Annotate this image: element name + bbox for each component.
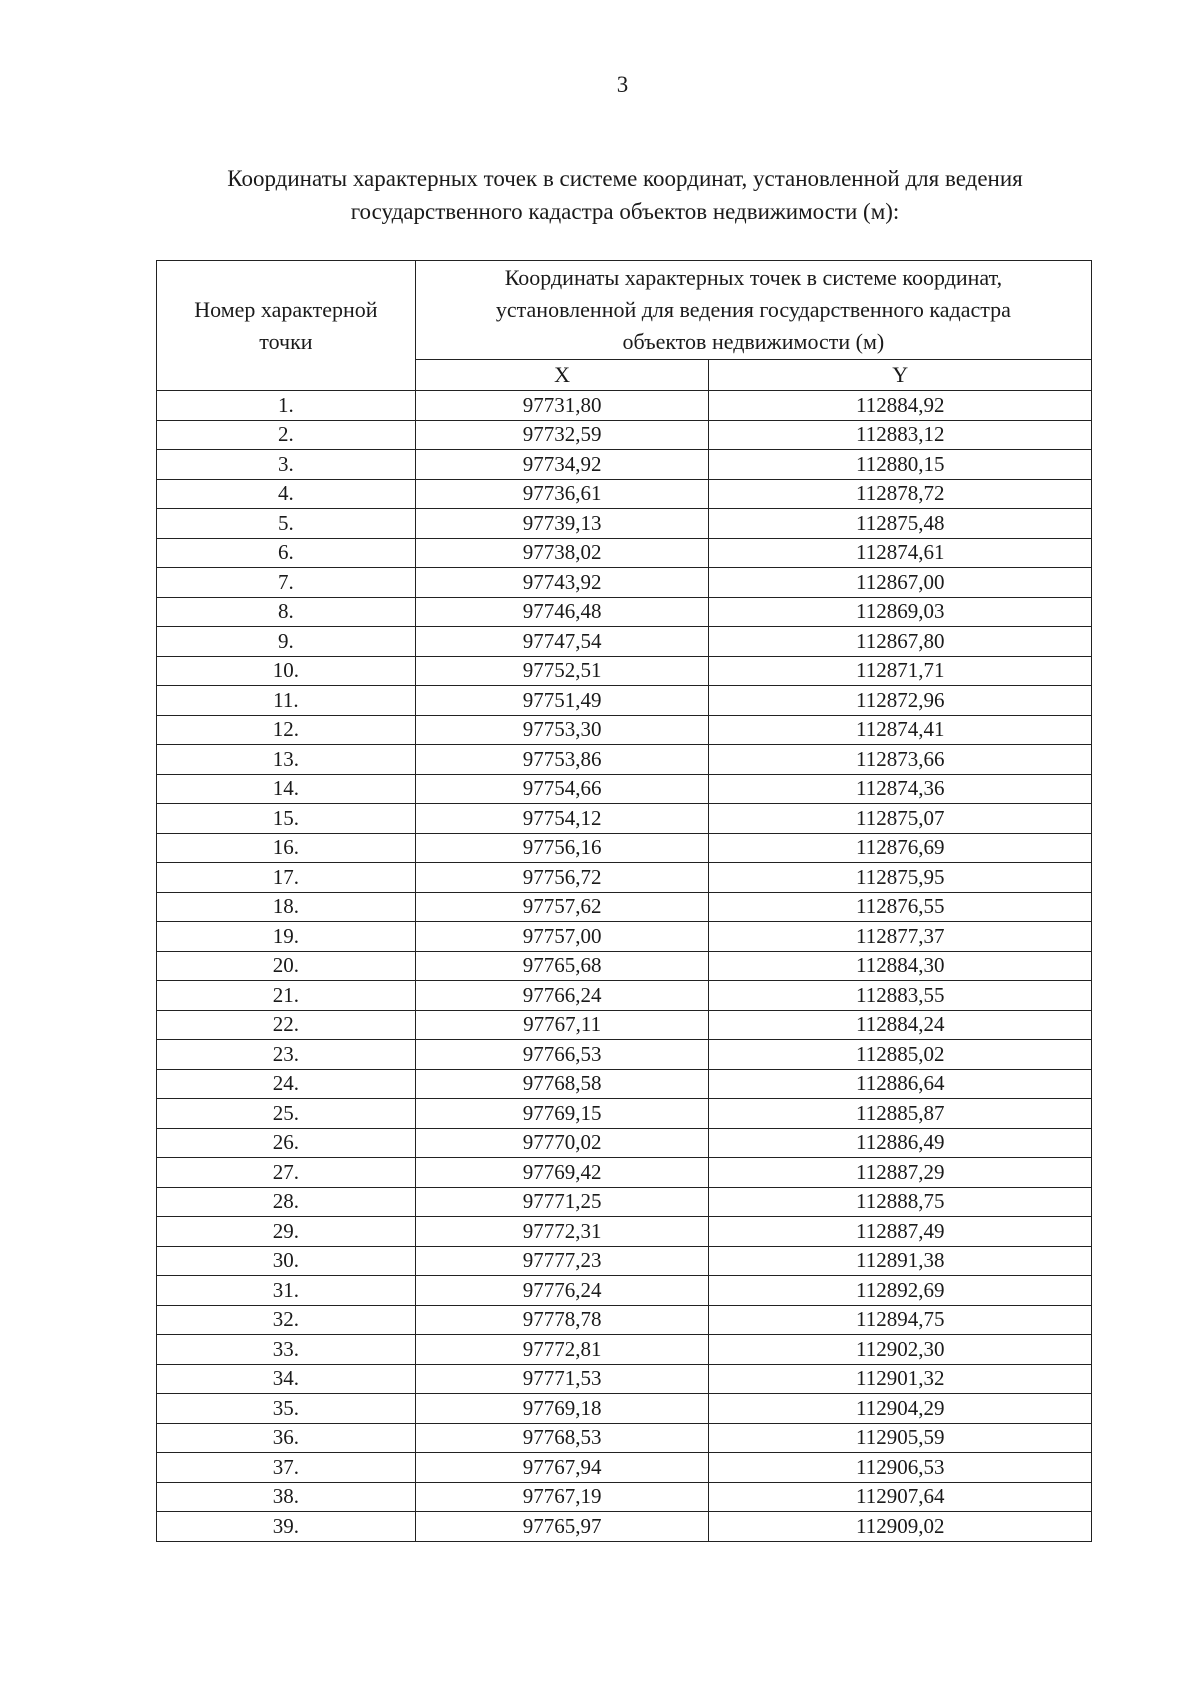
point-number-cell: 18. [157, 892, 416, 922]
y-coordinate-cell: 112875,95 [709, 863, 1092, 893]
y-coordinate-cell: 112907,64 [709, 1482, 1092, 1512]
header-x: X [415, 360, 709, 391]
table-row [157, 1276, 1092, 1306]
point-number-cell: 7. [157, 568, 416, 598]
point-number-cell: 5. [157, 509, 416, 539]
table-row [157, 1423, 1092, 1453]
coordinates-table [156, 260, 1092, 1542]
point-number-cell: 17. [157, 863, 416, 893]
table-row [157, 1099, 1092, 1129]
y-coordinate-cell: 112909,02 [709, 1512, 1092, 1542]
point-number-cell: 24. [157, 1069, 416, 1099]
header-y: Y [709, 360, 1092, 391]
x-coordinate-cell: 97752,51 [415, 656, 709, 686]
x-coordinate-cell: 97769,42 [415, 1158, 709, 1188]
y-coordinate-cell: 112877,37 [709, 922, 1092, 952]
point-number-cell: 22. [157, 1010, 416, 1040]
header-point-number-line-2: точки [259, 328, 313, 354]
point-number-cell: 1. [157, 391, 416, 421]
x-coordinate-cell: 97734,92 [415, 450, 709, 480]
x-coordinate-cell: 97738,02 [415, 538, 709, 568]
table-row [157, 804, 1092, 834]
document-title-line-2: государственного кадастра объектов недвижимости (м): [350, 199, 900, 224]
x-coordinate-cell: 97772,81 [415, 1335, 709, 1365]
x-coordinate-cell: 97731,80 [415, 391, 709, 421]
table-row [157, 627, 1092, 657]
x-coordinate-cell: 97767,19 [415, 1482, 709, 1512]
y-coordinate-cell: 112871,71 [709, 656, 1092, 686]
y-coordinate-cell: 112867,80 [709, 627, 1092, 657]
table-row [157, 1010, 1092, 1040]
y-coordinate-cell: 112874,61 [709, 538, 1092, 568]
x-coordinate-cell: 97753,86 [415, 745, 709, 775]
x-coordinate-cell: 97757,62 [415, 892, 709, 922]
x-coordinate-cell: 97771,25 [415, 1187, 709, 1217]
point-number-cell: 26. [157, 1128, 416, 1158]
table-row [157, 686, 1092, 716]
y-coordinate-cell: 112892,69 [709, 1276, 1092, 1306]
table-row [157, 1482, 1092, 1512]
table-row [157, 420, 1092, 450]
table-row [157, 1217, 1092, 1247]
x-coordinate-cell: 97743,92 [415, 568, 709, 598]
x-coordinate-cell: 97770,02 [415, 1128, 709, 1158]
point-number-cell: 38. [157, 1482, 416, 1512]
y-coordinate-cell: 112873,66 [709, 745, 1092, 775]
header-coordinates-line-3: объектов недвижимости (м) [622, 329, 885, 354]
point-number-cell: 23. [157, 1040, 416, 1070]
header-coordinates-line-2: установленной для ведения государственного кадастра [495, 297, 1011, 322]
x-coordinate-cell: 97747,54 [415, 627, 709, 657]
y-coordinate-cell: 112902,30 [709, 1335, 1092, 1365]
table-row [157, 833, 1092, 863]
table-row [157, 1128, 1092, 1158]
point-number-cell: 10. [157, 656, 416, 686]
y-coordinate-cell: 112894,75 [709, 1305, 1092, 1335]
y-coordinate-cell: 112887,29 [709, 1158, 1092, 1188]
table-row [157, 981, 1092, 1011]
y-coordinate-cell: 112884,30 [709, 951, 1092, 981]
y-coordinate-cell: 112891,38 [709, 1246, 1092, 1276]
table-row [157, 391, 1092, 421]
table-row [157, 656, 1092, 686]
y-coordinate-cell: 112880,15 [709, 450, 1092, 480]
y-coordinate-cell: 112886,49 [709, 1128, 1092, 1158]
table-row [157, 715, 1092, 745]
point-number-cell: 27. [157, 1158, 416, 1188]
table-header [157, 261, 1092, 391]
table-row [157, 745, 1092, 775]
point-number-cell: 9. [157, 627, 416, 657]
y-coordinate-cell: 112901,32 [709, 1364, 1092, 1394]
x-coordinate-cell: 97771,53 [415, 1364, 709, 1394]
y-coordinate-cell: 112869,03 [709, 597, 1092, 627]
x-coordinate-cell: 97756,16 [415, 833, 709, 863]
table-row [157, 479, 1092, 509]
table-row [157, 774, 1092, 804]
x-coordinate-cell: 97765,97 [415, 1512, 709, 1542]
point-number-cell: 14. [157, 774, 416, 804]
x-coordinate-cell: 97769,15 [415, 1099, 709, 1129]
table-row [157, 1335, 1092, 1365]
header-point-number-line-1: Номер характерной [194, 296, 378, 322]
page-number: 3 [616, 72, 629, 97]
x-coordinate-cell: 97757,00 [415, 922, 709, 952]
table-row [157, 1040, 1092, 1070]
x-coordinate-cell: 97746,48 [415, 597, 709, 627]
y-coordinate-cell: 112883,55 [709, 981, 1092, 1011]
y-coordinate-cell: 112867,00 [709, 568, 1092, 598]
table-row [157, 951, 1092, 981]
point-number-cell: 12. [157, 715, 416, 745]
point-number-cell: 2. [157, 420, 416, 450]
y-coordinate-cell: 112885,87 [709, 1099, 1092, 1129]
point-number-cell: 33. [157, 1335, 416, 1365]
y-coordinate-cell: 112884,24 [709, 1010, 1092, 1040]
point-number-cell: 20. [157, 951, 416, 981]
x-coordinate-cell: 97739,13 [415, 509, 709, 539]
table-row [157, 538, 1092, 568]
point-number-cell: 30. [157, 1246, 416, 1276]
y-coordinate-cell: 112872,96 [709, 686, 1092, 716]
x-coordinate-cell: 97769,18 [415, 1394, 709, 1424]
y-coordinate-cell: 112886,64 [709, 1069, 1092, 1099]
x-coordinate-cell: 97754,66 [415, 774, 709, 804]
header-coordinates-line-1: Координаты характерных точек в системе координат, [504, 265, 1003, 290]
x-coordinate-cell: 97754,12 [415, 804, 709, 834]
y-coordinate-cell: 112874,36 [709, 774, 1092, 804]
y-coordinate-cell: 112875,48 [709, 509, 1092, 539]
table-row [157, 568, 1092, 598]
y-coordinate-cell: 112876,55 [709, 892, 1092, 922]
point-number-cell: 3. [157, 450, 416, 480]
y-coordinate-cell: 112887,49 [709, 1217, 1092, 1247]
table-row [157, 509, 1092, 539]
x-coordinate-cell: 97732,59 [415, 420, 709, 450]
table-body [157, 391, 1092, 1542]
y-coordinate-cell: 112874,41 [709, 715, 1092, 745]
table-row [157, 450, 1092, 480]
point-number-cell: 11. [157, 686, 416, 716]
x-coordinate-cell: 97736,61 [415, 479, 709, 509]
point-number-cell: 29. [157, 1217, 416, 1247]
table-row [157, 922, 1092, 952]
x-coordinate-cell: 97756,72 [415, 863, 709, 893]
x-coordinate-cell: 97767,94 [415, 1453, 709, 1483]
point-number-cell: 28. [157, 1187, 416, 1217]
y-coordinate-cell: 112885,02 [709, 1040, 1092, 1070]
table-row [157, 597, 1092, 627]
point-number-cell: 39. [157, 1512, 416, 1542]
point-number-cell: 21. [157, 981, 416, 1011]
x-coordinate-cell: 97766,24 [415, 981, 709, 1011]
y-coordinate-cell: 112876,69 [709, 833, 1092, 863]
x-coordinate-cell: 97776,24 [415, 1276, 709, 1306]
header-coordinates-group [415, 261, 1091, 360]
x-coordinate-cell: 97777,23 [415, 1246, 709, 1276]
point-number-cell: 25. [157, 1099, 416, 1129]
point-number-cell: 37. [157, 1453, 416, 1483]
x-coordinate-cell: 97751,49 [415, 686, 709, 716]
x-coordinate-cell: 97767,11 [415, 1010, 709, 1040]
x-coordinate-cell: 97766,53 [415, 1040, 709, 1070]
point-number-cell: 16. [157, 833, 416, 863]
table-row [157, 1394, 1092, 1424]
y-coordinate-cell: 112905,59 [709, 1423, 1092, 1453]
header-point-number [157, 261, 416, 391]
point-number-cell: 31. [157, 1276, 416, 1306]
y-coordinate-cell: 112878,72 [709, 479, 1092, 509]
document-title [140, 162, 1110, 228]
table-row [157, 1305, 1092, 1335]
x-coordinate-cell: 97768,53 [415, 1423, 709, 1453]
y-coordinate-cell: 112888,75 [709, 1187, 1092, 1217]
point-number-cell: 19. [157, 922, 416, 952]
point-number-cell: 32. [157, 1305, 416, 1335]
table-row [157, 892, 1092, 922]
x-coordinate-cell: 97765,68 [415, 951, 709, 981]
y-coordinate-cell: 112904,29 [709, 1394, 1092, 1424]
x-coordinate-cell: 97772,31 [415, 1217, 709, 1247]
x-coordinate-cell: 97753,30 [415, 715, 709, 745]
document-title-line-1: Координаты характерных точек в системе координат, установленной для ведения [227, 166, 1023, 191]
y-coordinate-cell: 112875,07 [709, 804, 1092, 834]
table-row [157, 863, 1092, 893]
y-coordinate-cell: 112906,53 [709, 1453, 1092, 1483]
y-coordinate-cell: 112884,92 [709, 391, 1092, 421]
point-number-cell: 4. [157, 479, 416, 509]
point-number-cell: 13. [157, 745, 416, 775]
table-row [157, 1158, 1092, 1188]
point-number-cell: 36. [157, 1423, 416, 1453]
table-row [157, 1246, 1092, 1276]
table-row [157, 1512, 1092, 1542]
table-row [157, 1453, 1092, 1483]
table-row [157, 1069, 1092, 1099]
table-row [157, 1187, 1092, 1217]
point-number-cell: 6. [157, 538, 416, 568]
x-coordinate-cell: 97768,58 [415, 1069, 709, 1099]
point-number-cell: 15. [157, 804, 416, 834]
point-number-cell: 8. [157, 597, 416, 627]
table-row [157, 1364, 1092, 1394]
y-coordinate-cell: 112883,12 [709, 420, 1092, 450]
point-number-cell: 35. [157, 1394, 416, 1424]
point-number-cell: 34. [157, 1364, 416, 1394]
x-coordinate-cell: 97778,78 [415, 1305, 709, 1335]
